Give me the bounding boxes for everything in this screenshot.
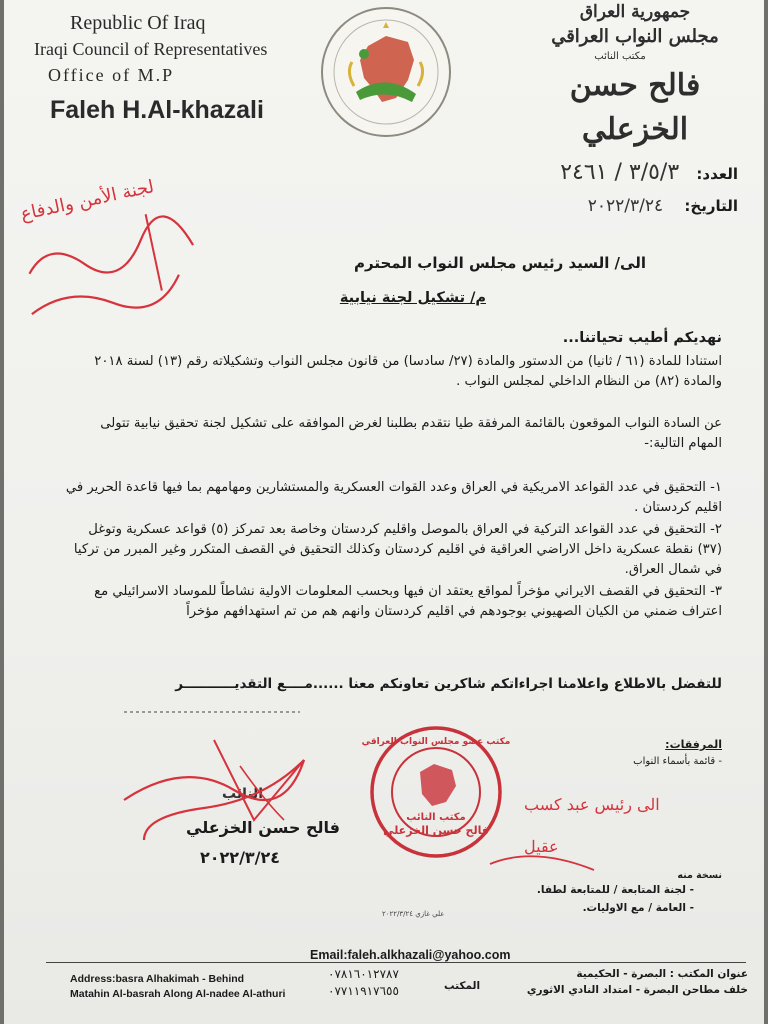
letterhead-arabic: [530, 0, 740, 152]
mp-name: Faleh H.Al-khazali: [50, 96, 264, 124]
address-ar-line: عنوان المكتب : البصرة - الحكيمية: [576, 968, 748, 980]
stamp-center-name: فالح حسن الخزعلي: [383, 824, 489, 837]
signature-title: النائب: [222, 786, 264, 802]
copies-label: نسخة منه: [677, 870, 722, 881]
office-name: Office of M.P: [48, 65, 175, 85]
footer-office-label: المكتب: [444, 980, 481, 992]
closing-line: للتفضل بالاطلاع واعلامنا اجراءاتكم شاكرين تعاونكم معنا ......مــــع التقديـــــــــــر: [175, 676, 722, 692]
attachments-label: المرفقات:: [665, 738, 722, 751]
reference-number: [560, 160, 738, 185]
handwritten-note-right-2: عقيل: [524, 837, 559, 856]
footer-address-arabic: [527, 966, 748, 998]
copy-recipient: - العامة / مع الاوليات.: [582, 902, 694, 914]
official-stamp: [362, 728, 511, 856]
stamp-ring-text: مكتب عضو مجلس النواب العراقي: [361, 737, 511, 747]
handwritten-note-left: [9, 169, 204, 330]
addressee: الى/ السيد رئيس مجلس النواب المحترم: [354, 254, 646, 272]
council-name-ar: مجلس النواب العراقي: [551, 26, 719, 47]
address-en-line: Matahin Al-basrah Along Al-nadee Al-athuri: [70, 988, 286, 1000]
copy-recipient: - لجنة المتابعة / للمتابعة لطفا.: [536, 884, 694, 896]
office-name-ar: مكتب النائب: [594, 51, 646, 62]
paragraph-request: عن السادة النواب الموقعون بالقائمة المرفقة طيا نتقدم بطلبنا لغرض الموافقه على تشكيل لجنة تحقيق نيابية تتولى المهام التالية:-: [100, 416, 722, 451]
task-item: ٣- التحقيق في القصف الايراني مؤخراً لمواقع يعتقد ان فيها وبحسب المعلومات الاولية نشاطاً للموساد الاسرائيلي مع اعتراف ضمني من الكيان الصهيوني بوجودهم في اقليم كردستان وانهم هم من تم استهدافهم مؤخراً: [94, 584, 722, 619]
phone-number: ٠٧٨١٦٠١٢٧٨٧: [328, 967, 399, 981]
address-ar-line: خلف مطاحن البصرة - امتداد النادي الاثوري: [526, 984, 748, 996]
task-item: ٢- التحقيق في عدد القواعد التركية في العراق بالموصل واقليم كردستان وخاصة بعد تمركز (٥) قواعد عسكرية وتوغل (٣٧) نقطة عسكرية داخل الاراضي العراقية في اقليم كردستان وكذلك التحقيق في القصف المتكرر وغير المبرر من تركيا في شمال العراق.: [73, 522, 722, 577]
handwritten-note-left-text: لجنة الأمن والدفاع: [18, 176, 156, 225]
reference-date-value: ٢٠٢٢/٣/٢٤: [587, 196, 664, 216]
attachment-item: - قائمة بأسماء النواب: [633, 756, 722, 767]
signature-date: ٢٠٢٢/٣/٢٤: [200, 848, 281, 867]
handwritten-note-right: [490, 795, 660, 870]
letterhead-english: [34, 10, 314, 132]
footer-phones: [328, 966, 399, 1000]
task-list: [62, 478, 722, 624]
reference-number-label: العدد:: [696, 165, 738, 183]
phone-number: ٠٧٧١١٩١٧٦٥٥: [328, 984, 399, 998]
address-en-line: Address:basra Alhakimah - Behind: [70, 973, 245, 985]
signature-name: فالح حسن الخزعلي: [186, 818, 340, 837]
reference-date-label: التاريخ:: [684, 197, 738, 215]
reference-number-value: ٣/٥/٣ / ٢٤٦١: [560, 160, 680, 185]
country-name: Republic Of Iraq: [70, 12, 206, 34]
greeting: نهديكم أطيب تحياتنا...: [562, 330, 722, 346]
council-name: Iraqi Council of Representatives: [34, 39, 268, 59]
task-item: ١- التحقيق في عدد القواعد الامريكية في العراق وعدد القوات العسكرية والمستشارين ومهامهم بما فيها قاعدة الحرير في اقليم كردستان .: [65, 480, 722, 515]
country-name-ar: جمهورية العراق: [579, 2, 691, 22]
handwritten-note-right-1: الى رئيس عبد كسب: [524, 795, 660, 814]
reference-date: [588, 196, 738, 216]
footer-address-english: [70, 972, 285, 1002]
footer-email: Email:faleh.alkhazali@yahoo.com: [310, 948, 511, 962]
subject-line: م/ تشكيل لجنة نيابية: [339, 290, 486, 306]
mp-name-ar: فالح حسن الخزعلي: [569, 68, 701, 147]
letter-page: [4, 0, 764, 1024]
footer-divider: [46, 962, 746, 963]
stamp-center-top: مكتب النائب: [406, 812, 466, 823]
typist-note: علي غازي ٢٠٢٢/٣/٢٤: [382, 910, 445, 918]
paragraph-legal-basis: استنادا للمادة (٦١ / ثانيا) من الدستور والمادة (٢٧/ سادسا) من قانون مجلس النواب وتشكيلاته رقم (١٣) لسنة ٢٠١٨ والمادة (٨٢) من النظام الداخلي لمجلس النواب .: [94, 354, 722, 389]
council-emblem-icon: [316, 2, 456, 142]
